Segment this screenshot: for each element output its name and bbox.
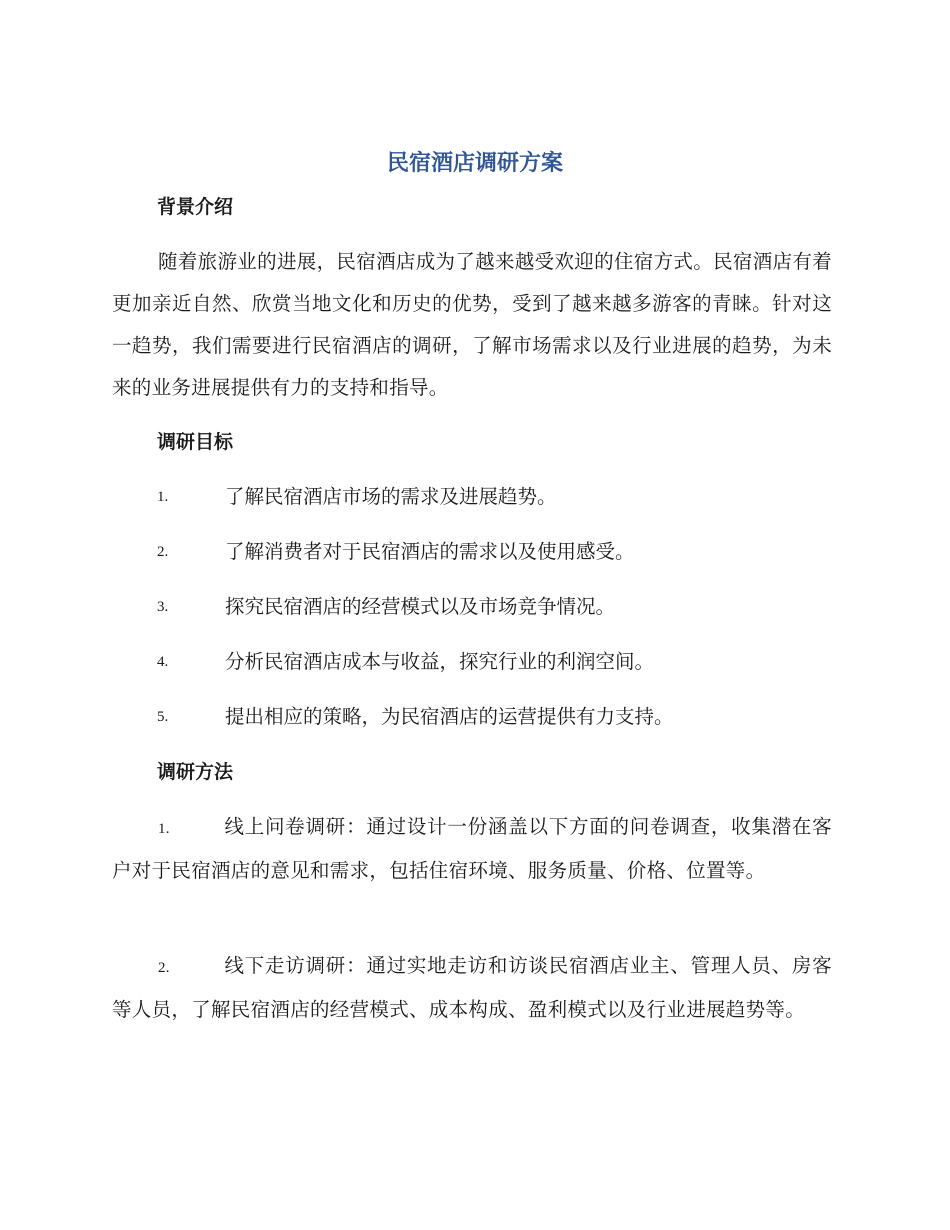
list-text: 提出相应的策略，为民宿酒店的运营提供有力支持。 <box>225 705 674 728</box>
goal-list-item <box>157 592 837 622</box>
list-text: 了解消费者对于民宿酒店的需求以及使用感受。 <box>225 540 635 563</box>
section-heading-background: 背景介绍 <box>157 196 234 218</box>
list-text: 探究民宿酒店的经营模式以及市场竞争情况。 <box>225 595 616 618</box>
document-title: 民宿酒店调研方案 <box>386 151 563 176</box>
section-heading-goals: 调研目标 <box>157 431 234 453</box>
goal-list-item <box>157 537 837 567</box>
list-number: 4. <box>157 654 169 670</box>
section-heading-methods: 调研方法 <box>157 761 234 783</box>
list-number: 2. <box>158 960 170 976</box>
list-number: 2. <box>157 544 169 560</box>
list-text: 线上问卷调研：通过设计一份涵盖以下方面的问卷调查，收集潜在客户对于民宿酒店的意见和需求，包括住宿环境、服务质量、价格、位置等。 <box>112 815 832 882</box>
list-text: 线下走访调研：通过实地走访和访谈民宿酒店业主、管理人员、房客等人员，了解民宿酒店的经营模式、成本构成、盈利模式以及行业进展趋势等。 <box>112 954 832 1021</box>
method-list-item <box>112 806 832 892</box>
list-number: 5. <box>157 709 169 725</box>
list-number: 1. <box>157 489 169 505</box>
list-number: 3. <box>157 599 169 615</box>
goal-list-item <box>157 482 837 512</box>
goal-list-item <box>157 702 837 732</box>
method-list-item <box>112 945 832 1031</box>
list-text: 分析民宿酒店成本与收益，探究行业的利润空间。 <box>225 650 655 673</box>
background-paragraph: 随着旅游业的进展，民宿酒店成为了越来越受欢迎的住宿方式。民宿酒店有着更加亲近自然、欣赏当地文化和历史的优势，受到了越来越多游客的青睐。针对这一趋势，我们需要进行民宿酒店的调研，了解市场需求以及行业进展的趋势，为未来的业务进展提供有力的支持和指导。 <box>112 250 832 399</box>
list-text: 了解民宿酒店市场的需求及进展趋势。 <box>225 485 557 508</box>
list-number: 1. <box>158 821 170 837</box>
goal-list-item <box>157 647 837 677</box>
